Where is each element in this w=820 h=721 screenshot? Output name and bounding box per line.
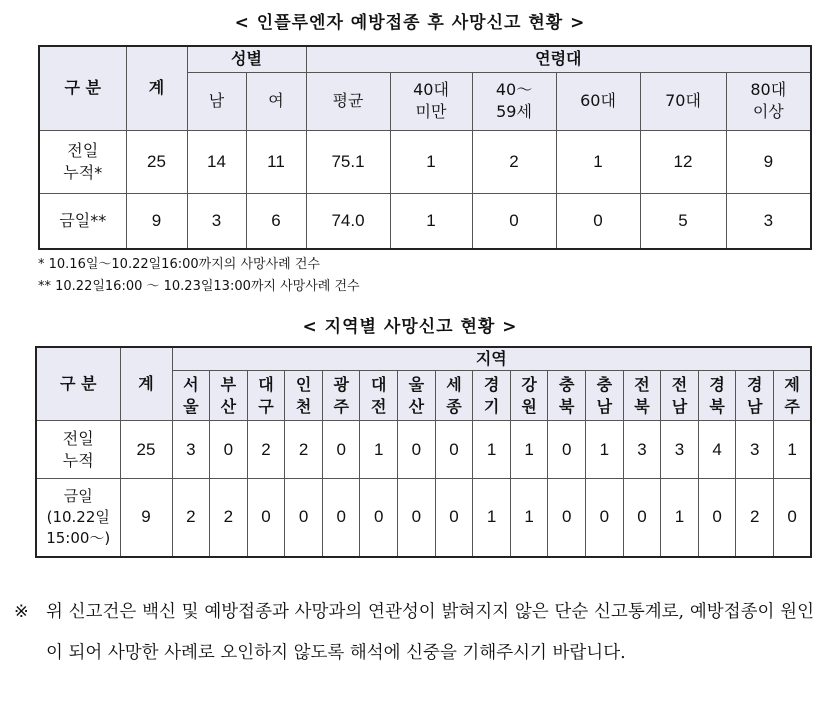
cell-region-value: 0 <box>322 421 360 479</box>
cell-region-value: 1 <box>510 479 548 557</box>
cell-region-value: 0 <box>435 421 473 479</box>
header-category: 구 분 <box>39 46 126 130</box>
row-label-cumulative: 전일 누적* <box>39 130 126 193</box>
cell-female: 11 <box>246 130 306 193</box>
header-age-group: 연령대 <box>306 46 811 72</box>
cell-region-value: 0 <box>698 479 736 557</box>
table-row <box>36 479 811 557</box>
row-label: 전일 누적 <box>36 421 120 479</box>
cell-total: 25 <box>120 421 172 479</box>
cell-70s: 5 <box>640 193 726 249</box>
header-region-0: 서 울 <box>172 371 210 421</box>
disclaimer-text: 위 신고건은 백신 및 예방접종과 사망과의 연관성이 밝혀지지 않은 단순 신고통계로, 예방접종이 원인이 되어 사망한 사례로 오인하지 않도록 해석에 신중을 기해주시기 바랍니다. <box>46 602 814 663</box>
header-region-13: 전 남 <box>661 371 699 421</box>
cell-male: 3 <box>187 193 246 249</box>
cell-region-value: 0 <box>623 479 661 557</box>
header-category: 구 분 <box>36 347 120 421</box>
cell-region-value: 4 <box>698 421 736 479</box>
regional-death-table <box>35 346 812 558</box>
cell-40-59: 2 <box>472 130 556 193</box>
header-gender: 성별 <box>187 46 306 72</box>
row-label: 금일 (10.22일 15:00～) <box>36 479 120 557</box>
cell-region-value: 0 <box>548 421 586 479</box>
table2-title: < 지역별 사망신고 현황 > <box>302 317 518 337</box>
cell-region-value: 1 <box>473 479 511 557</box>
footnote-today: ** 10.22일16:00 ～ 10.23일13:00까지 사망사례 건수 <box>38 279 360 294</box>
cell-region-value: 1 <box>586 421 624 479</box>
header-region-16: 제 주 <box>774 371 812 421</box>
header-region-4: 광 주 <box>322 371 360 421</box>
header-region-15: 경 남 <box>736 371 774 421</box>
cell-female: 6 <box>246 193 306 249</box>
cell-total: 25 <box>126 130 187 193</box>
header-total: 계 <box>126 46 187 130</box>
cell-male: 14 <box>187 130 246 193</box>
cell-region-value: 0 <box>774 479 812 557</box>
cell-under-40: 1 <box>390 130 472 193</box>
cell-region-value: 1 <box>661 479 699 557</box>
header-region-8: 경 기 <box>473 371 511 421</box>
cell-region-value: 0 <box>210 421 248 479</box>
cell-80-plus: 3 <box>726 193 811 249</box>
cell-total: 9 <box>126 193 187 249</box>
header-60s: 60대 <box>556 72 640 130</box>
header-70s: 70대 <box>640 72 726 130</box>
header-region-3: 인 천 <box>285 371 323 421</box>
header-region: 지역 <box>172 347 811 371</box>
cell-region-value: 1 <box>510 421 548 479</box>
cell-40-59: 0 <box>472 193 556 249</box>
cell-region-value: 1 <box>473 421 511 479</box>
cell-60s: 0 <box>556 193 640 249</box>
cell-under-40: 1 <box>390 193 472 249</box>
footnote-cumulative: * 10.16일～10.22일16:00까지의 사망사례 건수 <box>38 257 320 272</box>
cell-total: 9 <box>120 479 172 557</box>
cell-70s: 12 <box>640 130 726 193</box>
cell-region-value: 0 <box>548 479 586 557</box>
reference-mark: ※ <box>14 602 29 622</box>
header-region-2: 대 구 <box>247 371 285 421</box>
header-region-6: 울 산 <box>398 371 436 421</box>
header-region-14: 경 북 <box>698 371 736 421</box>
header-female: 여 <box>246 72 306 130</box>
table-row <box>36 421 811 479</box>
header-80-plus: 80대 이상 <box>726 72 811 130</box>
table-row <box>39 193 811 249</box>
header-region-7: 세 종 <box>435 371 473 421</box>
header-region-9: 강 원 <box>510 371 548 421</box>
header-region-10: 충 북 <box>548 371 586 421</box>
cell-region-value: 0 <box>586 479 624 557</box>
header-40-59: 40～ 59세 <box>472 72 556 130</box>
cell-region-value: 1 <box>774 421 812 479</box>
cell-region-value: 3 <box>661 421 699 479</box>
cell-region-value: 2 <box>210 479 248 557</box>
cell-region-value: 0 <box>398 421 436 479</box>
header-region-11: 충 남 <box>586 371 624 421</box>
cell-region-value: 0 <box>360 479 398 557</box>
header-average: 평균 <box>306 72 390 130</box>
header-under-40: 40대 미만 <box>390 72 472 130</box>
cell-region-value: 0 <box>285 479 323 557</box>
header-region-1: 부 산 <box>210 371 248 421</box>
cell-region-value: 3 <box>736 421 774 479</box>
cell-region-value: 0 <box>398 479 436 557</box>
header-region-5: 대 전 <box>360 371 398 421</box>
row-label-today: 금일** <box>39 193 126 249</box>
cell-region-value: 0 <box>435 479 473 557</box>
cell-60s: 1 <box>556 130 640 193</box>
vaccination-death-table <box>38 45 812 250</box>
cell-region-value: 3 <box>172 421 210 479</box>
cell-region-value: 0 <box>322 479 360 557</box>
table1-title: < 인플루엔자 예방접종 후 사망신고 현황 > <box>234 13 586 33</box>
header-male: 남 <box>187 72 246 130</box>
cell-80-plus: 9 <box>726 130 811 193</box>
cell-average: 74.0 <box>306 193 390 249</box>
cell-average: 75.1 <box>306 130 390 193</box>
table-row <box>39 130 811 193</box>
cell-region-value: 2 <box>247 421 285 479</box>
header-total: 계 <box>120 347 172 421</box>
header-region-12: 전 북 <box>623 371 661 421</box>
cell-region-value: 1 <box>360 421 398 479</box>
cell-region-value: 0 <box>247 479 285 557</box>
cell-region-value: 2 <box>285 421 323 479</box>
cell-region-value: 2 <box>736 479 774 557</box>
cell-region-value: 2 <box>172 479 210 557</box>
cell-region-value: 3 <box>623 421 661 479</box>
